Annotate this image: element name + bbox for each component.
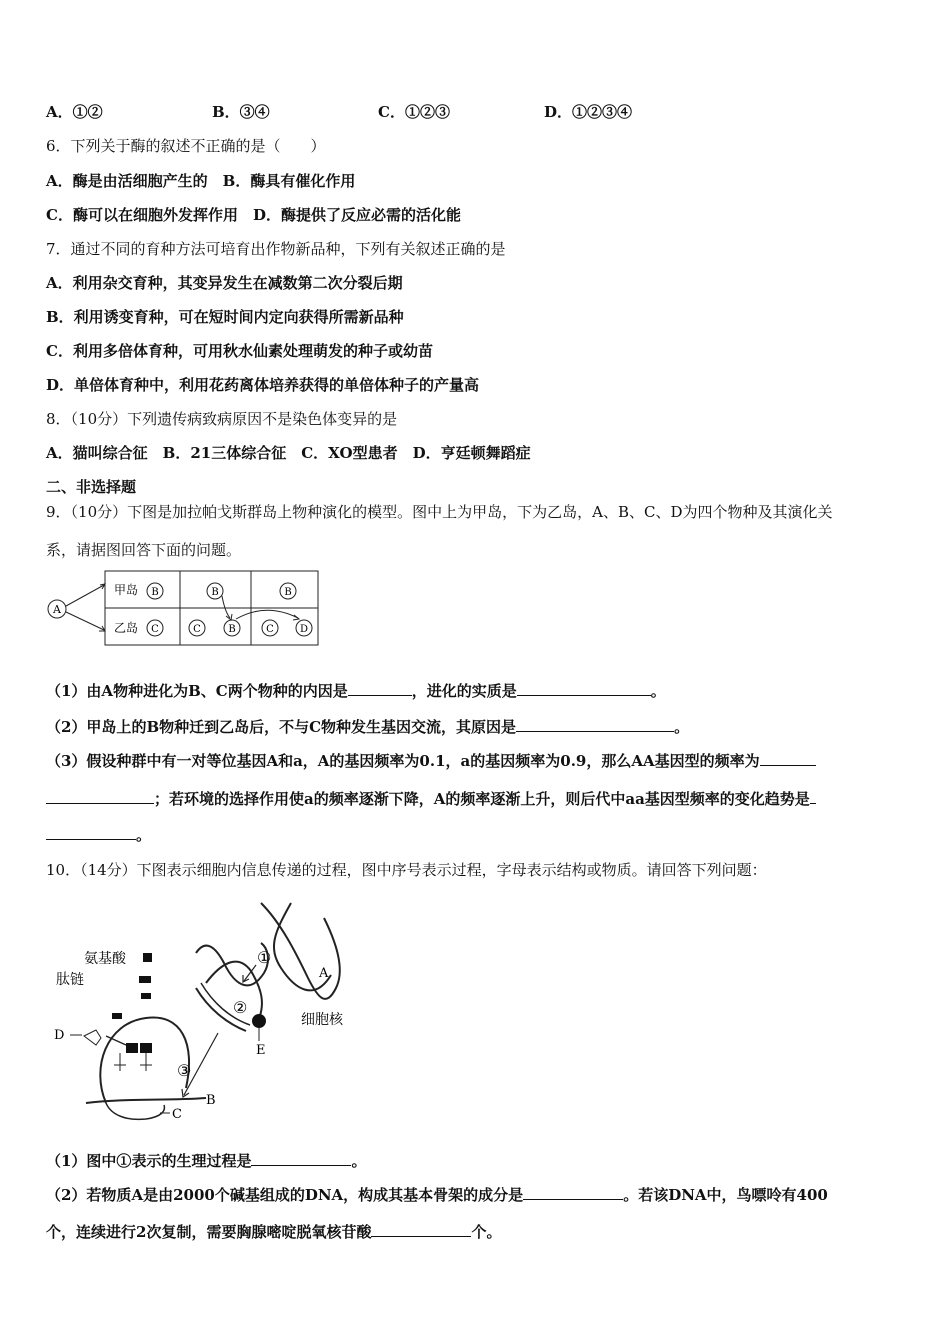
amino-acid-label: 氨基酸 <box>84 951 126 967</box>
q9-part3-text2: ；若环境的选择作用使a的频率逐渐下降，A的频率逐渐上升，则后代中aa基因型频率的变化趋势是 <box>154 790 810 808</box>
cell-signal-diagram <box>46 893 376 1133</box>
section-heading: 二、非选择题 <box>46 478 137 496</box>
q10-part1-end: 。 <box>351 1152 367 1170</box>
q9-part1-text: （1）由A物种进化为B、C两个物种的内因是 <box>46 682 348 700</box>
species-b-label-4: B <box>284 587 292 598</box>
q9-part1-mid: ，进化的实质是 <box>411 682 517 700</box>
q5-option-c: C．①②③ <box>378 103 450 121</box>
q9-part3-line3 <box>46 825 151 845</box>
q9-answer-blank-2[interactable] <box>517 681 651 696</box>
q10-part2-cont: 。若该DNA中，鸟嘌呤有400 <box>623 1186 828 1204</box>
q7-stem: 7．通过不同的育种方法可培育出作物新品种，下列有关叙述正确的是 <box>46 240 506 258</box>
q9-answer-blank-4-cont[interactable] <box>46 789 154 804</box>
q10-part2-line2 <box>46 1222 501 1242</box>
label-e: E <box>256 1043 266 1058</box>
species-b-label-3: B <box>228 624 236 635</box>
enzyme-e <box>252 1014 266 1028</box>
q9-part2 <box>46 717 689 737</box>
q9-answer-blank-3[interactable] <box>516 717 674 732</box>
q10-part1 <box>46 1151 366 1171</box>
ribosome-body <box>100 1017 192 1103</box>
q10-answer-blank-2[interactable] <box>523 1185 623 1200</box>
mark-3: ③ <box>177 1061 192 1080</box>
label-d: D <box>54 1028 65 1043</box>
nucleus-label: 细胞核 <box>301 1012 343 1028</box>
q5-option-a: A．①② <box>46 103 103 121</box>
species-d-label: D <box>299 624 309 635</box>
q9-part3-line2 <box>46 789 816 809</box>
arrow-a-to-bottom <box>66 612 104 630</box>
dna-strand-1 <box>261 903 340 999</box>
q9-part3-line1 <box>46 751 816 771</box>
q6-options-cd: C．酶可以在细胞外发挥作用 D．酶提供了反应必需的活化能 <box>46 206 461 224</box>
q10-part2-text: （2）若物质A是由2000个碱基组成的DNA，构成其基本骨架的成分是 <box>46 1186 524 1204</box>
q9-part2-text: （2）甲岛上的B物种迁到乙岛后，不与C物种发生基因交流，其原因是 <box>46 718 517 736</box>
q9-part1 <box>46 681 666 701</box>
q7-option-d: D．单倍体育种中，利用花药离体培养获得的单倍体种子的产量高 <box>46 376 480 394</box>
mark-2: ② <box>233 998 248 1017</box>
q9-answer-blank-1[interactable] <box>348 681 412 696</box>
q10-part2-end: 个。 <box>471 1223 502 1241</box>
q10-part1-text: （1）图中①表示的生理过程是 <box>46 1152 252 1170</box>
q9-answer-blank-5[interactable] <box>810 789 816 804</box>
q10-stem: 10．（14分）下图表示细胞内信息传递的过程，图中序号表示过程，字母表示结构或物质。请回答下列问题： <box>46 861 767 879</box>
mark-1: ① <box>257 948 272 967</box>
species-c-label-3: C <box>266 624 274 635</box>
q5-option-d: D．①②③④ <box>544 103 633 121</box>
q7-option-c: C．利用多倍体育种，可用秋水仙素处理萌发的种子或幼苗 <box>46 342 433 360</box>
island-bottom-label: 乙岛 <box>114 621 139 635</box>
island-evolution-diagram <box>44 568 324 650</box>
label-a: A <box>319 966 329 981</box>
species-c-label-1: C <box>151 624 159 635</box>
migration-arrow <box>222 596 230 618</box>
q6-stem: 6．下列关于酶的叙述不正确的是（ ） <box>46 137 326 155</box>
q9-answer-blank-5-cont[interactable] <box>46 825 136 840</box>
q9-stem-line2: 系，请据图回答下面的问题。 <box>46 541 242 559</box>
q7-option-a: A．利用杂交育种，其变异发生在减数第二次分裂后期 <box>46 274 403 292</box>
peptide-label: 肽链 <box>56 972 84 988</box>
label-b: B <box>206 1093 216 1108</box>
q9-stem-line1: 9．（10分）下图是加拉帕戈斯群岛上物种演化的模型。图中上为甲岛，下为乙岛，A、B、C、D为四个物种及其演化关 <box>46 503 833 521</box>
island-top-label: 甲岛 <box>114 583 139 597</box>
evolution-arrow <box>236 610 298 619</box>
q8-options: A．猫叫综合征 B．21三体综合征 C．XO型患者 D．亨廷顿舞蹈症 <box>46 444 531 462</box>
q9-part3-text: （3）假设种群中有一对等位基因A和a，A的基因频率为0.1，a的基因频率为0.9，那么AA基因型的频率为 <box>46 752 760 770</box>
arrow-a-to-top <box>66 585 104 606</box>
q9-part3-end: 。 <box>136 826 152 844</box>
species-a-label: A <box>53 603 61 616</box>
q9-part2-end: 。 <box>674 718 690 736</box>
q9-answer-blank-4[interactable] <box>760 751 816 766</box>
q8-stem: 8．（10分）下列遗传病致病原因不是染色体变异的是 <box>46 410 398 428</box>
q10-answer-blank-1[interactable] <box>251 1151 351 1166</box>
q7-option-b: B．利用诱变育种，可在短时间内定向获得所需新品种 <box>46 308 404 326</box>
species-b-label-2: B <box>211 587 219 598</box>
label-c: C <box>172 1107 182 1122</box>
q5-option-b: B．③④ <box>212 103 270 121</box>
species-b-label-1: B <box>151 587 159 598</box>
q9-part1-end: 。 <box>650 682 666 700</box>
q10-part2-text2: 个，连续进行2次复制，需要胸腺嘧啶脱氧核苷酸 <box>46 1223 372 1241</box>
q6-options-ab: A．酶是由活细胞产生的 B．酶具有催化作用 <box>46 172 356 190</box>
species-c-label-2: C <box>193 624 201 635</box>
q10-part2-line1 <box>46 1185 828 1205</box>
q10-answer-blank-3[interactable] <box>371 1222 471 1237</box>
